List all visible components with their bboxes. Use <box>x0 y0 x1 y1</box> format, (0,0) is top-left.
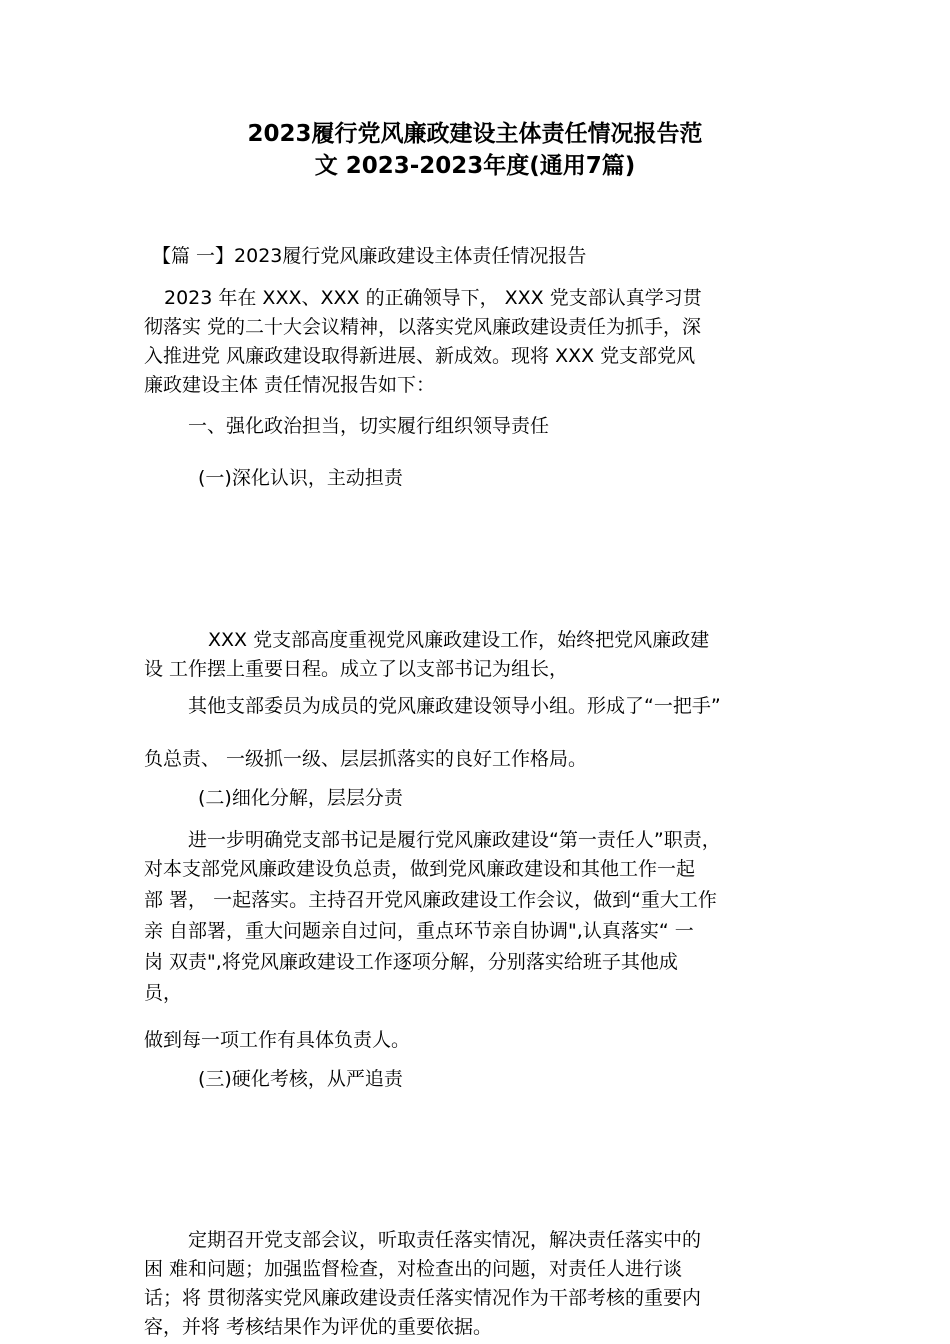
heading-1: 一、强化政治担当，切实履行组织领导责任 <box>188 415 550 437</box>
document-title-line2: 文 2023-2023年度(通用7篇) <box>314 153 636 179</box>
intro-line-2: 彻落实 党的二十大会议精神，以落实党风廉政建设责任为抓手，深 <box>144 316 702 338</box>
document-title-line1: 2023履行党风廉政建设主体责任情况报告范 <box>247 121 703 147</box>
section-header: 【篇 一】2023履行党风廉政建设主体责任情况报告 <box>152 245 587 267</box>
para2-line: 其他支部委员为成员的党风廉政建设领导小组。形成了“一把手” <box>188 695 721 717</box>
para4-line-6: 员， <box>144 982 183 1004</box>
para4-line-1: 进一步明确党支部书记是履行党风廉政建设“第一责任人”职责， <box>188 829 721 851</box>
subheading-2: (二)细化分解，层层分责 <box>198 787 403 809</box>
para1-line-2: 设 工作摆上重要日程。成立了以支部书记为组长， <box>144 658 569 680</box>
para5-line: 做到每一项工作有具体负责人。 <box>144 1029 411 1051</box>
subheading-3: (三)硬化考核，从严追责 <box>198 1068 403 1090</box>
para3-line: 负总责、 一级抓一级、层层抓落实的良好工作格局。 <box>144 748 588 770</box>
para6-line-1: 定期召开党支部会议，听取责任落实情况，解决责任落实中的 <box>188 1229 702 1251</box>
intro-line-1: 2023 年在 XXX、XXX 的正确领导下， XXX 党支部认真学习贯 <box>164 287 702 309</box>
subheading-1: (一)深化认识，主动担责 <box>198 467 403 489</box>
para4-line-5: 岗 双责",将党风廉政建设工作逐项分解，分别落实给班子其他成 <box>144 951 678 973</box>
para6-line-4: 容，并将 考核结果作为评优的重要依据。 <box>144 1316 493 1338</box>
intro-line-4: 廉政建设主体 责任情况报告如下： <box>144 374 436 396</box>
para4-line-2: 对本支部党风廉政建设负总责，做到党风廉政建设和其他工作一起 <box>144 858 696 880</box>
para1-line-1: XXX 党支部高度重视党风廉政建设工作，始终把党风廉政建 <box>208 629 710 651</box>
para6-line-3: 话；将 贯彻落实党风廉政建设责任落实情况作为干部考核的重要内 <box>144 1287 702 1309</box>
para4-line-3: 部 署， 一起落实。主持召开党风廉政建设工作会议，做到“重大工作 <box>144 889 717 911</box>
para6-line-2: 困 难和问题；加强监督检查，对检查出的问题，对责任人进行谈 <box>144 1258 683 1280</box>
para4-line-4: 亲 自部署，重大问题亲自过问，重点环节亲自协调",认真落实“ 一 <box>144 920 694 942</box>
intro-line-3: 入推进党 风廉政建设取得新进展、新成效。现将 XXX 党支部党风 <box>144 345 696 367</box>
